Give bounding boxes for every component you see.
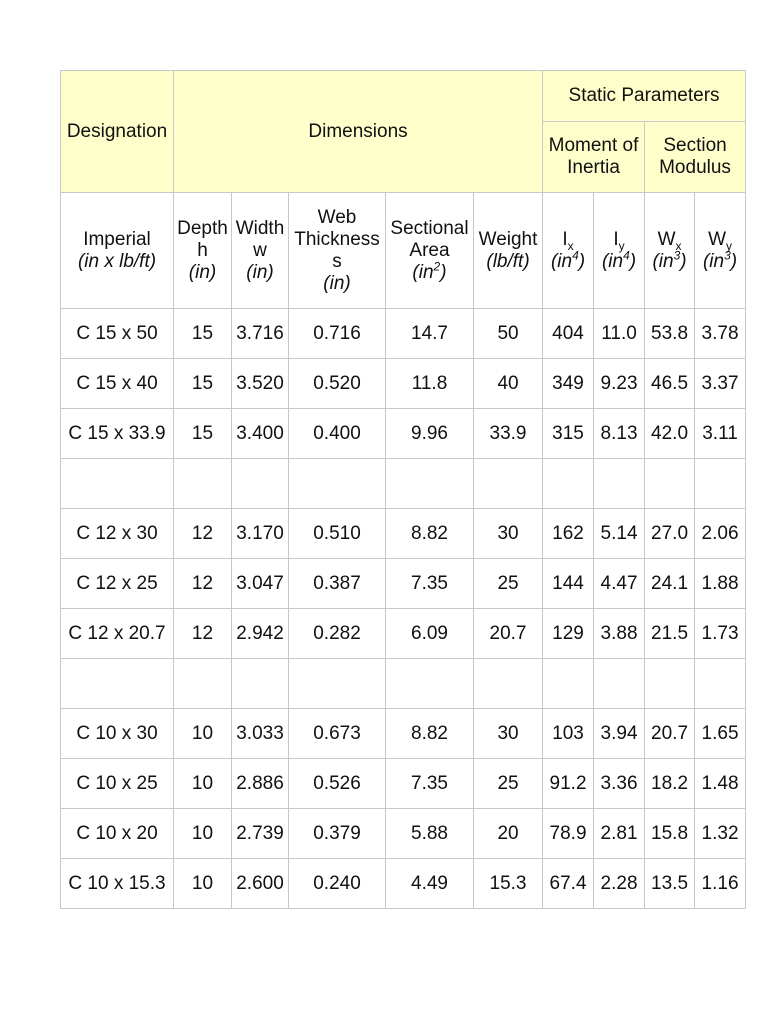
ix-cell: 129 — [543, 609, 594, 659]
wy-cell: 1.16 — [695, 859, 746, 909]
sectional-area-cell: 4.49 — [386, 859, 474, 909]
designation-cell: C 12 x 20.7 — [61, 609, 174, 659]
wx-cell: 21.5 — [645, 609, 695, 659]
width-cell: 3.520 — [232, 359, 289, 409]
sectional-area-cell: 8.82 — [386, 509, 474, 559]
web-thickness-column-header: Web Thickness s (in) — [289, 193, 386, 309]
iy-cell: 3.94 — [594, 709, 645, 759]
wx-cell: 42.0 — [645, 409, 695, 459]
table-row — [61, 709, 746, 759]
ix-cell: 162 — [543, 509, 594, 559]
ix-cell: 315 — [543, 409, 594, 459]
sectional-area-column-header: Sectional Area $(in^2)$ — [386, 193, 474, 309]
web-thickness-cell: 0.510 — [289, 509, 386, 559]
designation-cell: C 15 x 40 — [61, 359, 174, 409]
ix-column-header: $I_x$ $(in^4)$ — [543, 193, 594, 309]
empty-cell — [594, 459, 645, 509]
weight-cell: 30 — [474, 509, 543, 559]
width-cell: 3.033 — [232, 709, 289, 759]
web-thickness-cell: 0.400 — [289, 409, 386, 459]
wx-cell: 18.2 — [645, 759, 695, 809]
depth-cell: 10 — [174, 709, 232, 759]
wx-cell: 20.7 — [645, 709, 695, 759]
spacer-row — [61, 459, 746, 509]
web-thickness-cell: 0.673 — [289, 709, 386, 759]
table-row — [61, 559, 746, 609]
iy-cell: 11.0 — [594, 309, 645, 359]
table-row — [61, 509, 746, 559]
spacer-row — [61, 659, 746, 709]
depth-cell: 15 — [174, 359, 232, 409]
moment-of-inertia-header: Moment of Inertia — [543, 122, 645, 193]
sectional-area-cell: 7.35 — [386, 559, 474, 609]
wy-cell: 2.06 — [695, 509, 746, 559]
web-thickness-cell: 0.282 — [289, 609, 386, 659]
iy-cell: 9.23 — [594, 359, 645, 409]
wy-column-header: $W_y$ $(in^3)$ — [695, 193, 746, 309]
depth-column-header: Depth h (in) — [174, 193, 232, 309]
column-header-row — [61, 193, 746, 309]
depth-cell: 12 — [174, 609, 232, 659]
width-cell: 3.170 — [232, 509, 289, 559]
wx-cell: 27.0 — [645, 509, 695, 559]
depth-cell: 12 — [174, 509, 232, 559]
depth-cell: 10 — [174, 859, 232, 909]
table-row — [61, 309, 746, 359]
iy-cell: 3.36 — [594, 759, 645, 809]
iy-cell: 3.88 — [594, 609, 645, 659]
wy-cell: 1.48 — [695, 759, 746, 809]
depth-cell: 12 — [174, 559, 232, 609]
sectional-area-cell: 9.96 — [386, 409, 474, 459]
weight-cell: 20.7 — [474, 609, 543, 659]
designation-cell: C 15 x 50 — [61, 309, 174, 359]
web-thickness-cell: 0.526 — [289, 759, 386, 809]
empty-cell — [289, 459, 386, 509]
ix-cell: 67.4 — [543, 859, 594, 909]
depth-cell: 10 — [174, 759, 232, 809]
empty-cell — [232, 459, 289, 509]
weight-column-header: Weight (lb/ft) — [474, 193, 543, 309]
web-thickness-cell: 0.379 — [289, 809, 386, 859]
iy-cell: 8.13 — [594, 409, 645, 459]
width-cell: 2.942 — [232, 609, 289, 659]
area-unit: $(in^2)$ — [412, 259, 447, 283]
ix-cell: 404 — [543, 309, 594, 359]
weight-cell: 25 — [474, 559, 543, 609]
web-thickness-cell: 0.520 — [289, 359, 386, 409]
weight-cell: 25 — [474, 759, 543, 809]
ix-cell: 78.9 — [543, 809, 594, 859]
wy-cell: 1.32 — [695, 809, 746, 859]
width-cell: 3.400 — [232, 409, 289, 459]
designation-cell: C 10 x 25 — [61, 759, 174, 809]
wy-cell: 1.65 — [695, 709, 746, 759]
iy-column-header: $I_y$ $(in^4)$ — [594, 193, 645, 309]
width-column-header: Width w (in) — [232, 193, 289, 309]
width-cell: 2.600 — [232, 859, 289, 909]
empty-cell — [543, 659, 594, 709]
weight-cell: 40 — [474, 359, 543, 409]
weight-cell: 30 — [474, 709, 543, 759]
weight-cell: 20 — [474, 809, 543, 859]
width-cell: 2.739 — [232, 809, 289, 859]
sectional-area-cell: 6.09 — [386, 609, 474, 659]
wx-cell: 15.8 — [645, 809, 695, 859]
depth-cell: 15 — [174, 309, 232, 359]
imperial-column-header: Imperial (in x lb/ft) — [61, 193, 174, 309]
empty-cell — [594, 659, 645, 709]
width-cell: 2.886 — [232, 759, 289, 809]
empty-cell — [386, 659, 474, 709]
designation-cell: C 10 x 30 — [61, 709, 174, 759]
wy-cell: 3.37 — [695, 359, 746, 409]
weight-cell: 15.3 — [474, 859, 543, 909]
channel-properties-table — [60, 70, 746, 909]
dimensions-header: Dimensions — [174, 71, 543, 193]
table-row — [61, 759, 746, 809]
iy-cell: 2.28 — [594, 859, 645, 909]
table-row — [61, 809, 746, 859]
table-body — [61, 71, 746, 909]
weight-cell: 50 — [474, 309, 543, 359]
weight-cell: 33.9 — [474, 409, 543, 459]
ix-cell: 103 — [543, 709, 594, 759]
empty-cell — [695, 459, 746, 509]
web-thickness-cell: 0.716 — [289, 309, 386, 359]
wy-cell: 3.11 — [695, 409, 746, 459]
header-row-top — [61, 71, 746, 122]
sectional-area-cell: 8.82 — [386, 709, 474, 759]
depth-cell: 10 — [174, 809, 232, 859]
wy-cell: 1.73 — [695, 609, 746, 659]
sectional-area-cell: 7.35 — [386, 759, 474, 809]
ix-cell: 349 — [543, 359, 594, 409]
web-thickness-cell: 0.240 — [289, 859, 386, 909]
empty-cell — [474, 659, 543, 709]
iy-cell: 2.81 — [594, 809, 645, 859]
empty-cell — [289, 659, 386, 709]
designation-cell: C 12 x 25 — [61, 559, 174, 609]
wy-cell: 1.88 — [695, 559, 746, 609]
wx-column-header: $W_x$ $(in^3)$ — [645, 193, 695, 309]
wx-cell: 13.5 — [645, 859, 695, 909]
iy-cell: 4.47 — [594, 559, 645, 609]
empty-cell — [61, 459, 174, 509]
table-row — [61, 859, 746, 909]
empty-cell — [174, 659, 232, 709]
iy-cell: 5.14 — [594, 509, 645, 559]
width-cell: 3.047 — [232, 559, 289, 609]
empty-cell — [695, 659, 746, 709]
depth-cell: 15 — [174, 409, 232, 459]
ix-cell: 91.2 — [543, 759, 594, 809]
wx-cell: 53.8 — [645, 309, 695, 359]
empty-cell — [543, 459, 594, 509]
empty-cell — [61, 659, 174, 709]
empty-cell — [174, 459, 232, 509]
empty-cell — [386, 459, 474, 509]
wy-cell: 3.78 — [695, 309, 746, 359]
section-modulus-header: Section Modulus — [645, 122, 746, 193]
table-row — [61, 359, 746, 409]
sectional-area-cell: 14.7 — [386, 309, 474, 359]
empty-cell — [474, 459, 543, 509]
designation-header: Designation — [61, 71, 174, 193]
designation-cell: C 10 x 20 — [61, 809, 174, 859]
sectional-area-cell: 5.88 — [386, 809, 474, 859]
designation-cell: C 12 x 30 — [61, 509, 174, 559]
web-thickness-cell: 0.387 — [289, 559, 386, 609]
empty-cell — [645, 459, 695, 509]
sectional-area-cell: 11.8 — [386, 359, 474, 409]
width-cell: 3.716 — [232, 309, 289, 359]
wx-cell: 24.1 — [645, 559, 695, 609]
empty-cell — [645, 659, 695, 709]
designation-cell: C 10 x 15.3 — [61, 859, 174, 909]
table-row — [61, 409, 746, 459]
ix-cell: 144 — [543, 559, 594, 609]
designation-cell: C 15 x 33.9 — [61, 409, 174, 459]
static-parameters-header: Static Parameters — [543, 71, 746, 122]
empty-cell — [232, 659, 289, 709]
wx-cell: 46.5 — [645, 359, 695, 409]
table-row — [61, 609, 746, 659]
